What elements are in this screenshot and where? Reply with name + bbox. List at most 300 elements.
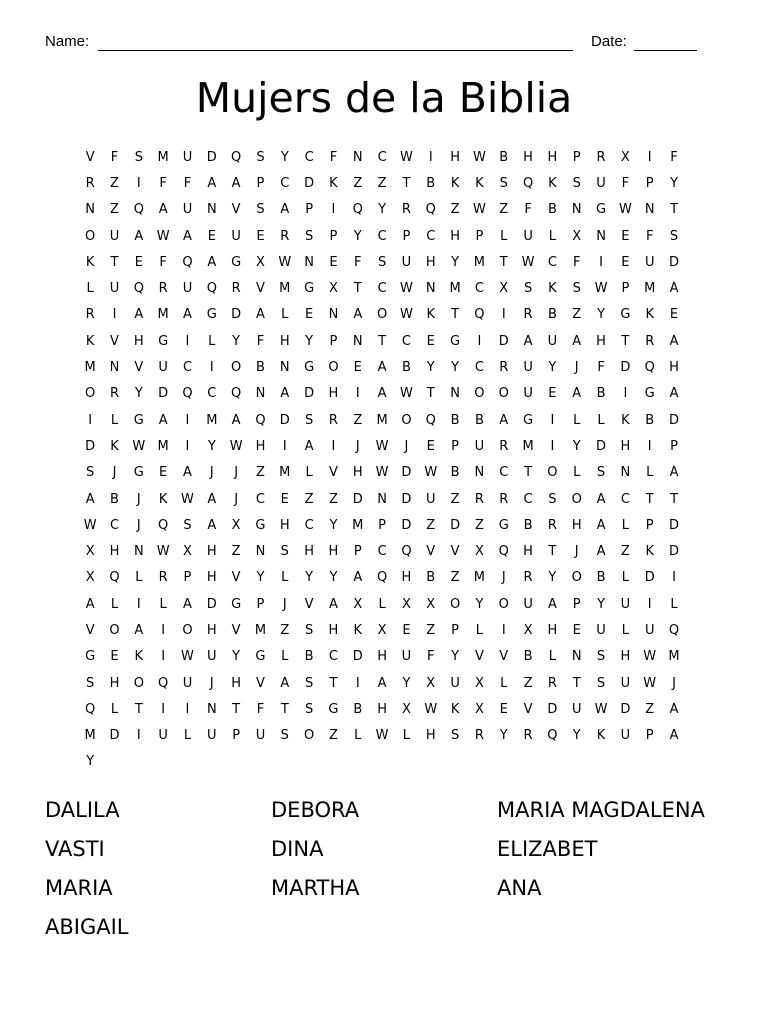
grid-letter: D bbox=[498, 333, 509, 349]
grid-letter: U bbox=[182, 149, 193, 165]
grid-letter: M bbox=[84, 728, 96, 744]
grid-letter: A bbox=[499, 412, 509, 428]
grid-letter: X bbox=[523, 622, 533, 638]
grid-letter: I bbox=[185, 438, 190, 454]
grid-letter: L bbox=[378, 596, 386, 612]
grid-letter: I bbox=[647, 149, 652, 165]
grid-letter: U bbox=[547, 333, 558, 349]
grid-letter: T bbox=[572, 675, 581, 691]
grid-letter: Z bbox=[256, 465, 265, 481]
grid-letter: A bbox=[207, 517, 217, 533]
grid-letter: E bbox=[621, 254, 630, 270]
grid-letter: A bbox=[183, 307, 192, 323]
grid-letter: L bbox=[354, 728, 362, 744]
grid-letter: Y bbox=[86, 754, 95, 770]
grid-letter: D bbox=[669, 544, 680, 560]
grid-letter: H bbox=[620, 438, 631, 454]
grid-letter: W bbox=[156, 228, 170, 244]
grid-letter: W bbox=[181, 649, 194, 665]
grid-letter: O bbox=[182, 622, 193, 638]
grid-letter: C bbox=[109, 517, 120, 533]
grid-letter: G bbox=[596, 202, 607, 218]
grid-letter: A bbox=[669, 728, 679, 744]
grid-letter: B bbox=[450, 412, 460, 428]
grid-letter: K bbox=[85, 333, 95, 349]
grid-letter: E bbox=[159, 465, 168, 481]
grid-letter: F bbox=[572, 254, 581, 270]
grid-letter: Q bbox=[182, 254, 193, 270]
grid-letter: B bbox=[596, 570, 606, 586]
grid-letter: G bbox=[328, 701, 339, 717]
grid-letter: L bbox=[305, 465, 313, 481]
grid-letter: A bbox=[596, 517, 606, 533]
grid-letter: L bbox=[135, 570, 143, 586]
grid-letter: H bbox=[547, 149, 558, 165]
grid-letter: P bbox=[572, 149, 581, 165]
grid-letter: G bbox=[231, 596, 242, 612]
grid-letter: E bbox=[402, 622, 411, 638]
grid-letter: W bbox=[472, 149, 486, 165]
grid-letter: S bbox=[572, 281, 581, 297]
grid-letter: T bbox=[451, 307, 460, 323]
grid-letter: B bbox=[547, 202, 557, 218]
grid-letter: A bbox=[669, 333, 679, 349]
grid-letter: E bbox=[134, 254, 143, 270]
grid-letter: N bbox=[255, 544, 266, 560]
grid-letter: X bbox=[426, 675, 436, 691]
grid-letter: I bbox=[672, 570, 676, 586]
grid-letter: A bbox=[547, 596, 557, 612]
grid-letter: A bbox=[256, 307, 265, 323]
grid-letter: I bbox=[88, 412, 93, 428]
grid-letter: U bbox=[644, 622, 655, 638]
grid-letter: U bbox=[620, 728, 631, 744]
grid-letter: P bbox=[183, 570, 192, 586]
grid-letter: V bbox=[231, 202, 241, 218]
grid-letter: R bbox=[158, 570, 168, 586]
grid-letter: Z bbox=[231, 544, 241, 560]
grid-letter: P bbox=[645, 517, 654, 533]
grid-letter: I bbox=[185, 701, 190, 717]
grid-letter: Q bbox=[182, 386, 193, 402]
word-search-grid bbox=[78, 144, 686, 775]
grid-letter: Y bbox=[329, 517, 338, 533]
grid-letter: H bbox=[571, 517, 582, 533]
grid-letter: E bbox=[256, 228, 265, 244]
grid-letter: P bbox=[378, 517, 387, 533]
grid-letter: X bbox=[377, 622, 387, 638]
grid-letter: A bbox=[207, 254, 217, 270]
grid-letter: C bbox=[377, 544, 387, 560]
grid-letter: N bbox=[425, 281, 436, 297]
grid-letter: U bbox=[207, 649, 217, 665]
grid-letter: A bbox=[669, 701, 679, 717]
grid-letter: V bbox=[328, 465, 338, 481]
grid-letter: O bbox=[474, 386, 485, 402]
grid-letter: Q bbox=[547, 728, 558, 744]
grid-letter: P bbox=[670, 438, 678, 454]
grid-letter: W bbox=[156, 544, 170, 560]
grid-letter: V bbox=[426, 544, 436, 560]
grid-letter: U bbox=[401, 254, 412, 270]
word-list-item: DALILA bbox=[45, 797, 120, 822]
grid-letter: D bbox=[669, 517, 680, 533]
grid-letter: R bbox=[85, 175, 95, 191]
grid-letter: L bbox=[159, 596, 167, 612]
grid-letter: U bbox=[523, 228, 533, 244]
grid-letter: B bbox=[547, 307, 557, 323]
grid-letter: J bbox=[209, 465, 214, 481]
grid-letter: H bbox=[377, 649, 387, 665]
grid-letter: U bbox=[109, 228, 120, 244]
grid-letter: X bbox=[401, 701, 411, 717]
grid-letter: H bbox=[596, 333, 606, 349]
grid-letter: J bbox=[672, 675, 676, 691]
grid-letter: C bbox=[401, 333, 411, 349]
grid-letter: F bbox=[645, 228, 654, 244]
grid-letter: R bbox=[85, 307, 95, 323]
grid-letter: E bbox=[426, 438, 435, 454]
grid-letter: S bbox=[183, 517, 192, 533]
grid-letter: W bbox=[132, 438, 146, 454]
grid-letter: D bbox=[304, 386, 315, 402]
grid-letter: O bbox=[547, 465, 558, 481]
grid-letter: G bbox=[523, 412, 534, 428]
grid-letter: N bbox=[352, 149, 363, 165]
grid-letter: D bbox=[547, 701, 558, 717]
grid-letter: L bbox=[646, 465, 654, 481]
grid-letter: E bbox=[110, 649, 119, 665]
grid-letter: P bbox=[329, 333, 338, 349]
grid-letter: Z bbox=[110, 202, 119, 218]
grid-letter: H bbox=[620, 649, 631, 665]
grid-letter: E bbox=[669, 307, 679, 323]
grid-letter: D bbox=[352, 491, 363, 507]
grid-letter: R bbox=[280, 228, 290, 244]
grid-letter: M bbox=[376, 412, 388, 428]
grid-letter: W bbox=[618, 202, 632, 218]
grid-letter: X bbox=[183, 544, 192, 560]
grid-letter: H bbox=[328, 386, 339, 402]
grid-letter: V bbox=[256, 281, 265, 297]
grid-letter: H bbox=[206, 544, 217, 560]
grid-letter: P bbox=[256, 596, 265, 612]
grid-letter: A bbox=[207, 491, 217, 507]
grid-letter: A bbox=[134, 307, 144, 323]
grid-letter: W bbox=[643, 675, 657, 691]
grid-letter: N bbox=[474, 465, 485, 481]
grid-letter: S bbox=[304, 412, 314, 428]
grid-letter: N bbox=[206, 202, 217, 218]
grid-letter: T bbox=[645, 491, 654, 507]
grid-letter: S bbox=[304, 622, 314, 638]
grid-letter: S bbox=[596, 649, 606, 665]
grid-letter: Z bbox=[328, 728, 338, 744]
grid-letter: R bbox=[596, 149, 606, 165]
grid-letter: I bbox=[185, 333, 190, 349]
name-label: Name: bbox=[45, 33, 90, 50]
grid-letter: A bbox=[572, 386, 582, 402]
grid-letter: Q bbox=[255, 412, 266, 428]
grid-letter: O bbox=[571, 491, 582, 507]
grid-letter: A bbox=[353, 570, 363, 586]
grid-letter: A bbox=[669, 465, 679, 481]
grid-letter: H bbox=[352, 465, 363, 481]
grid-letter: C bbox=[207, 386, 217, 402]
grid-letter: G bbox=[304, 281, 315, 297]
grid-letter: M bbox=[254, 622, 267, 638]
grid-letter: S bbox=[377, 254, 387, 270]
grid-letter: D bbox=[279, 412, 290, 428]
grid-letter: R bbox=[158, 281, 168, 297]
grid-letter: U bbox=[596, 622, 606, 638]
grid-letter: E bbox=[499, 701, 508, 717]
grid-letter: O bbox=[85, 386, 96, 402]
grid-letter: Z bbox=[353, 412, 363, 428]
grid-letter: L bbox=[183, 728, 192, 744]
grid-letter: K bbox=[596, 728, 606, 744]
grid-letter: I bbox=[355, 386, 360, 402]
grid-letter: L bbox=[402, 728, 411, 744]
grid-letter: E bbox=[426, 333, 435, 349]
grid-letter: X bbox=[620, 149, 630, 165]
grid-letter: N bbox=[571, 649, 582, 665]
grid-letter: C bbox=[620, 491, 630, 507]
grid-letter: P bbox=[305, 202, 314, 218]
grid-letter: B bbox=[426, 570, 436, 586]
grid-letter: W bbox=[229, 438, 243, 454]
grid-letter: D bbox=[352, 649, 363, 665]
grid-letter: S bbox=[304, 228, 314, 244]
date-label: Date: bbox=[591, 33, 627, 50]
grid-letter: D bbox=[401, 491, 412, 507]
grid-letter: R bbox=[523, 728, 533, 744]
grid-letter: A bbox=[572, 333, 582, 349]
grid-letter: W bbox=[375, 465, 389, 481]
grid-letter: C bbox=[304, 149, 314, 165]
grid-letter: R bbox=[231, 281, 241, 297]
grid-letter: I bbox=[647, 438, 652, 454]
grid-letter: W bbox=[278, 254, 292, 270]
grid-letter: C bbox=[474, 281, 484, 297]
grid-letter: M bbox=[84, 360, 96, 376]
grid-letter: F bbox=[159, 254, 167, 270]
grid-letter: D bbox=[644, 570, 655, 586]
grid-letter: Y bbox=[499, 728, 508, 744]
grid-letter: K bbox=[85, 254, 95, 270]
grid-letter: F bbox=[159, 175, 167, 191]
grid-letter: S bbox=[304, 701, 314, 717]
grid-letter: G bbox=[133, 465, 144, 481]
grid-letter: R bbox=[645, 333, 655, 349]
grid-letter: E bbox=[280, 491, 289, 507]
grid-letter: A bbox=[158, 412, 168, 428]
grid-letter: R bbox=[523, 570, 533, 586]
grid-letter: H bbox=[255, 438, 266, 454]
grid-letter: I bbox=[161, 622, 166, 638]
grid-letter: Y bbox=[134, 386, 143, 402]
grid-letter: U bbox=[523, 596, 533, 612]
grid-letter: N bbox=[620, 465, 631, 481]
grid-letter: H bbox=[133, 333, 144, 349]
grid-letter: L bbox=[548, 228, 557, 244]
grid-letter: N bbox=[328, 307, 339, 323]
grid-letter: D bbox=[401, 465, 412, 481]
grid-letter: Y bbox=[232, 649, 241, 665]
grid-letter: G bbox=[304, 360, 315, 376]
grid-letter: W bbox=[521, 254, 535, 270]
grid-letter: Q bbox=[376, 570, 388, 586]
grid-letter: Q bbox=[206, 281, 217, 297]
grid-letter: U bbox=[523, 386, 533, 402]
grid-letter: D bbox=[85, 438, 96, 454]
grid-letter: P bbox=[232, 728, 241, 744]
grid-letter: H bbox=[450, 149, 460, 165]
grid-letter: L bbox=[110, 596, 119, 612]
grid-letter: Y bbox=[451, 360, 460, 376]
grid-letter: H bbox=[109, 675, 120, 691]
grid-letter: D bbox=[596, 438, 607, 454]
grid-letter: A bbox=[183, 596, 192, 612]
grid-letter: N bbox=[596, 228, 606, 244]
grid-letter: U bbox=[474, 438, 485, 454]
grid-letter: J bbox=[112, 465, 117, 481]
grid-letter: H bbox=[328, 544, 339, 560]
grid-letter: K bbox=[450, 701, 460, 717]
word-list-item: MARIA bbox=[45, 875, 113, 900]
grid-letter: N bbox=[304, 254, 314, 270]
grid-letter: P bbox=[645, 175, 654, 191]
grid-letter: Y bbox=[597, 596, 606, 612]
grid-letter: J bbox=[355, 438, 360, 454]
grid-letter: Z bbox=[620, 544, 630, 560]
grid-letter: K bbox=[450, 175, 460, 191]
grid-letter: Z bbox=[645, 701, 655, 717]
grid-letter: J bbox=[209, 675, 214, 691]
grid-letter: Q bbox=[109, 570, 120, 586]
grid-letter: S bbox=[256, 202, 265, 218]
grid-letter: I bbox=[501, 622, 506, 638]
word-list-item: ABIGAIL bbox=[45, 914, 129, 939]
grid-letter: V bbox=[523, 701, 533, 717]
grid-letter: V bbox=[85, 149, 95, 165]
grid-letter: U bbox=[644, 254, 655, 270]
grid-letter: B bbox=[474, 412, 484, 428]
grid-letter: H bbox=[425, 254, 436, 270]
grid-letter: K bbox=[353, 622, 363, 638]
grid-letter: J bbox=[136, 517, 141, 533]
grid-letter: R bbox=[499, 360, 509, 376]
grid-letter: Z bbox=[450, 202, 460, 218]
grid-letter: A bbox=[523, 333, 533, 349]
grid-letter: G bbox=[158, 333, 169, 349]
grid-letter: M bbox=[449, 281, 461, 297]
grid-letter: E bbox=[353, 360, 362, 376]
grid-letter: X bbox=[231, 517, 241, 533]
grid-letter: V bbox=[85, 622, 95, 638]
grid-letter: M bbox=[279, 281, 291, 297]
grid-letter: J bbox=[234, 465, 239, 481]
grid-letter: W bbox=[424, 465, 438, 481]
grid-letter: L bbox=[281, 307, 289, 323]
grid-letter: D bbox=[669, 412, 680, 428]
grid-letter: I bbox=[331, 438, 336, 454]
grid-letter: I bbox=[599, 254, 603, 270]
grid-letter: M bbox=[352, 517, 364, 533]
grid-letter: Q bbox=[133, 281, 144, 297]
grid-letter: T bbox=[670, 491, 679, 507]
grid-letter: L bbox=[281, 649, 289, 665]
grid-letter: D bbox=[158, 386, 169, 402]
grid-letter: Q bbox=[401, 544, 412, 560]
grid-letter: H bbox=[669, 360, 679, 376]
grid-letter: Z bbox=[523, 675, 533, 691]
grid-letter: A bbox=[280, 675, 290, 691]
grid-letter: A bbox=[280, 386, 290, 402]
grid-letter: Q bbox=[498, 544, 509, 560]
grid-letter: K bbox=[426, 307, 436, 323]
grid-letter: J bbox=[574, 360, 579, 376]
grid-letter: C bbox=[547, 254, 557, 270]
grid-letter: Y bbox=[572, 438, 581, 454]
grid-letter: G bbox=[450, 333, 461, 349]
grid-letter: Q bbox=[352, 202, 363, 218]
grid-letter: A bbox=[669, 281, 679, 297]
grid-letter: E bbox=[572, 622, 581, 638]
word-list-item: VASTI bbox=[45, 836, 105, 861]
grid-letter: D bbox=[206, 596, 217, 612]
grid-letter: C bbox=[280, 175, 290, 191]
grid-letter: P bbox=[645, 728, 654, 744]
grid-letter: G bbox=[133, 412, 144, 428]
grid-letter: I bbox=[112, 307, 117, 323]
grid-letter: F bbox=[110, 149, 119, 165]
grid-letter: X bbox=[474, 701, 484, 717]
grid-letter: C bbox=[523, 491, 533, 507]
grid-letter: G bbox=[644, 386, 655, 402]
grid-letter: S bbox=[450, 728, 460, 744]
grid-letter: T bbox=[378, 333, 387, 349]
grid-letter: T bbox=[548, 544, 557, 560]
grid-letter: A bbox=[183, 228, 192, 244]
grid-letter: I bbox=[355, 675, 360, 691]
grid-letter: R bbox=[523, 307, 533, 323]
grid-letter: A bbox=[596, 491, 606, 507]
grid-letter: X bbox=[353, 596, 363, 612]
grid-letter: V bbox=[231, 570, 241, 586]
grid-letter: O bbox=[304, 728, 315, 744]
grid-letter: L bbox=[670, 596, 678, 612]
grid-letter: Z bbox=[304, 491, 314, 507]
grid-letter: B bbox=[353, 701, 363, 717]
grid-letter: O bbox=[401, 412, 412, 428]
grid-letter: A bbox=[231, 412, 241, 428]
grid-letter: S bbox=[596, 675, 606, 691]
word-list bbox=[45, 790, 737, 946]
grid-letter: H bbox=[304, 544, 314, 560]
grid-letter: L bbox=[110, 412, 119, 428]
grid-letter: W bbox=[181, 491, 194, 507]
grid-letter: O bbox=[571, 570, 582, 586]
grid-letter: K bbox=[548, 281, 557, 297]
grid-letter: D bbox=[620, 701, 631, 717]
grid-letter: G bbox=[255, 649, 266, 665]
grid-letter: A bbox=[158, 202, 168, 218]
grid-letter: C bbox=[377, 281, 387, 297]
grid-letter: L bbox=[475, 622, 484, 638]
grid-letter: M bbox=[157, 307, 169, 323]
grid-letter: R bbox=[499, 438, 509, 454]
